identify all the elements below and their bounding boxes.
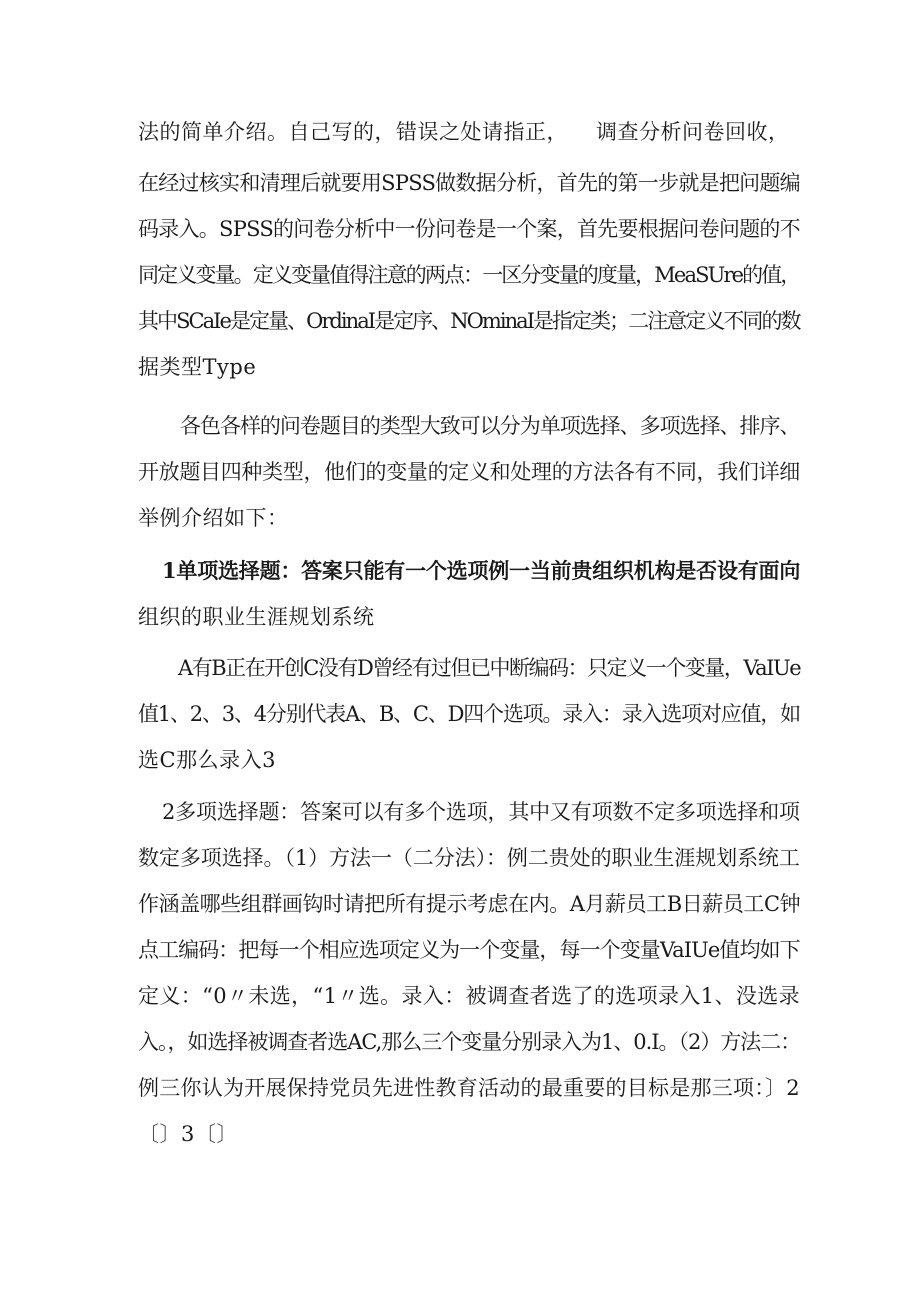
text-line-7: 各色各样的问卷题目的类型大致可以分为单项选择、多项选择、排序、 bbox=[180, 414, 800, 438]
text-line-6: 据类型Type bbox=[138, 355, 257, 379]
text-line-17: 作涵盖哪些组群画钩时请把所有提示考虑在内。A月薪员工B日薪员工C钟 bbox=[138, 892, 801, 916]
text-line-21: 例三你认为开展保持党员先进性教育活动的最重要的目标是那三项：〕2 bbox=[138, 1076, 800, 1100]
text-line-18: 点工编码：把每一个相应选项定义为一个变量，每一个变量VaIUe值均如下 bbox=[138, 938, 800, 962]
text-line-10: 1单项选择题：答案只能有一个选项例一当前贵组织机构是否设有面向 bbox=[162, 558, 801, 583]
text-line-15: 2多项选择题：答案可以有多个选项，其中又有项数不定多项选择和项 bbox=[162, 800, 800, 824]
text-line-19: 定义：“0〃未选，“1〃选。录入：被调查者选了的选项录入1、没选录 bbox=[138, 984, 801, 1008]
text-line-3: 码录入。SPSS的问卷分析中一份问卷是一个案，首先要根据问卷问题的不 bbox=[138, 217, 800, 241]
text-line-14: 选C那么录入3 bbox=[138, 748, 276, 772]
text-line-1: 法的简单介绍。自己写的，错误之处请指正， bbox=[138, 120, 568, 144]
text-line-22: 〔〕3〔〕 bbox=[138, 1122, 238, 1146]
text-line-4: 同定义变量。定义变量值得注意的两点：一区分变量的度量，MeaSUre的值， bbox=[138, 263, 800, 287]
text-line-16: 数定多项选择。（1）方法一（二分法）：例二贵处的职业生涯规划系统工 bbox=[138, 846, 800, 870]
text-line-9: 举例介绍如下： bbox=[138, 506, 289, 530]
text-line-13: 值1、2、3、4分别代表A、B、C、D四个选项。录入：录入选项对应值，如 bbox=[138, 702, 800, 726]
text-line-11: 组织的职业生涯规划系统 bbox=[138, 605, 375, 629]
text-line-2: 在经过核实和清理后就要用SPSS做数据分析，首先的第一步就是把问题编 bbox=[138, 171, 800, 195]
text-line-12: A有B正在开创C没有D曾经有过但已中断编码：只定义一个变量，VaIUe bbox=[178, 656, 801, 680]
text-line-1b: 调查分析问卷回收， bbox=[596, 120, 790, 144]
text-line-5: 其中SCaIe是定量、OrdinaI是定序、NOminaI是指定类；二注意定义不同的数 bbox=[138, 309, 800, 333]
text-line-8: 开放题目四种类型，他们的变量的定义和处理的方法各有不同，我们详细 bbox=[138, 460, 800, 484]
text-line-20: 入。，如选择被调查者选AC,那么三个变量分别录入为1、0.I。（2）方法二： bbox=[138, 1030, 801, 1054]
